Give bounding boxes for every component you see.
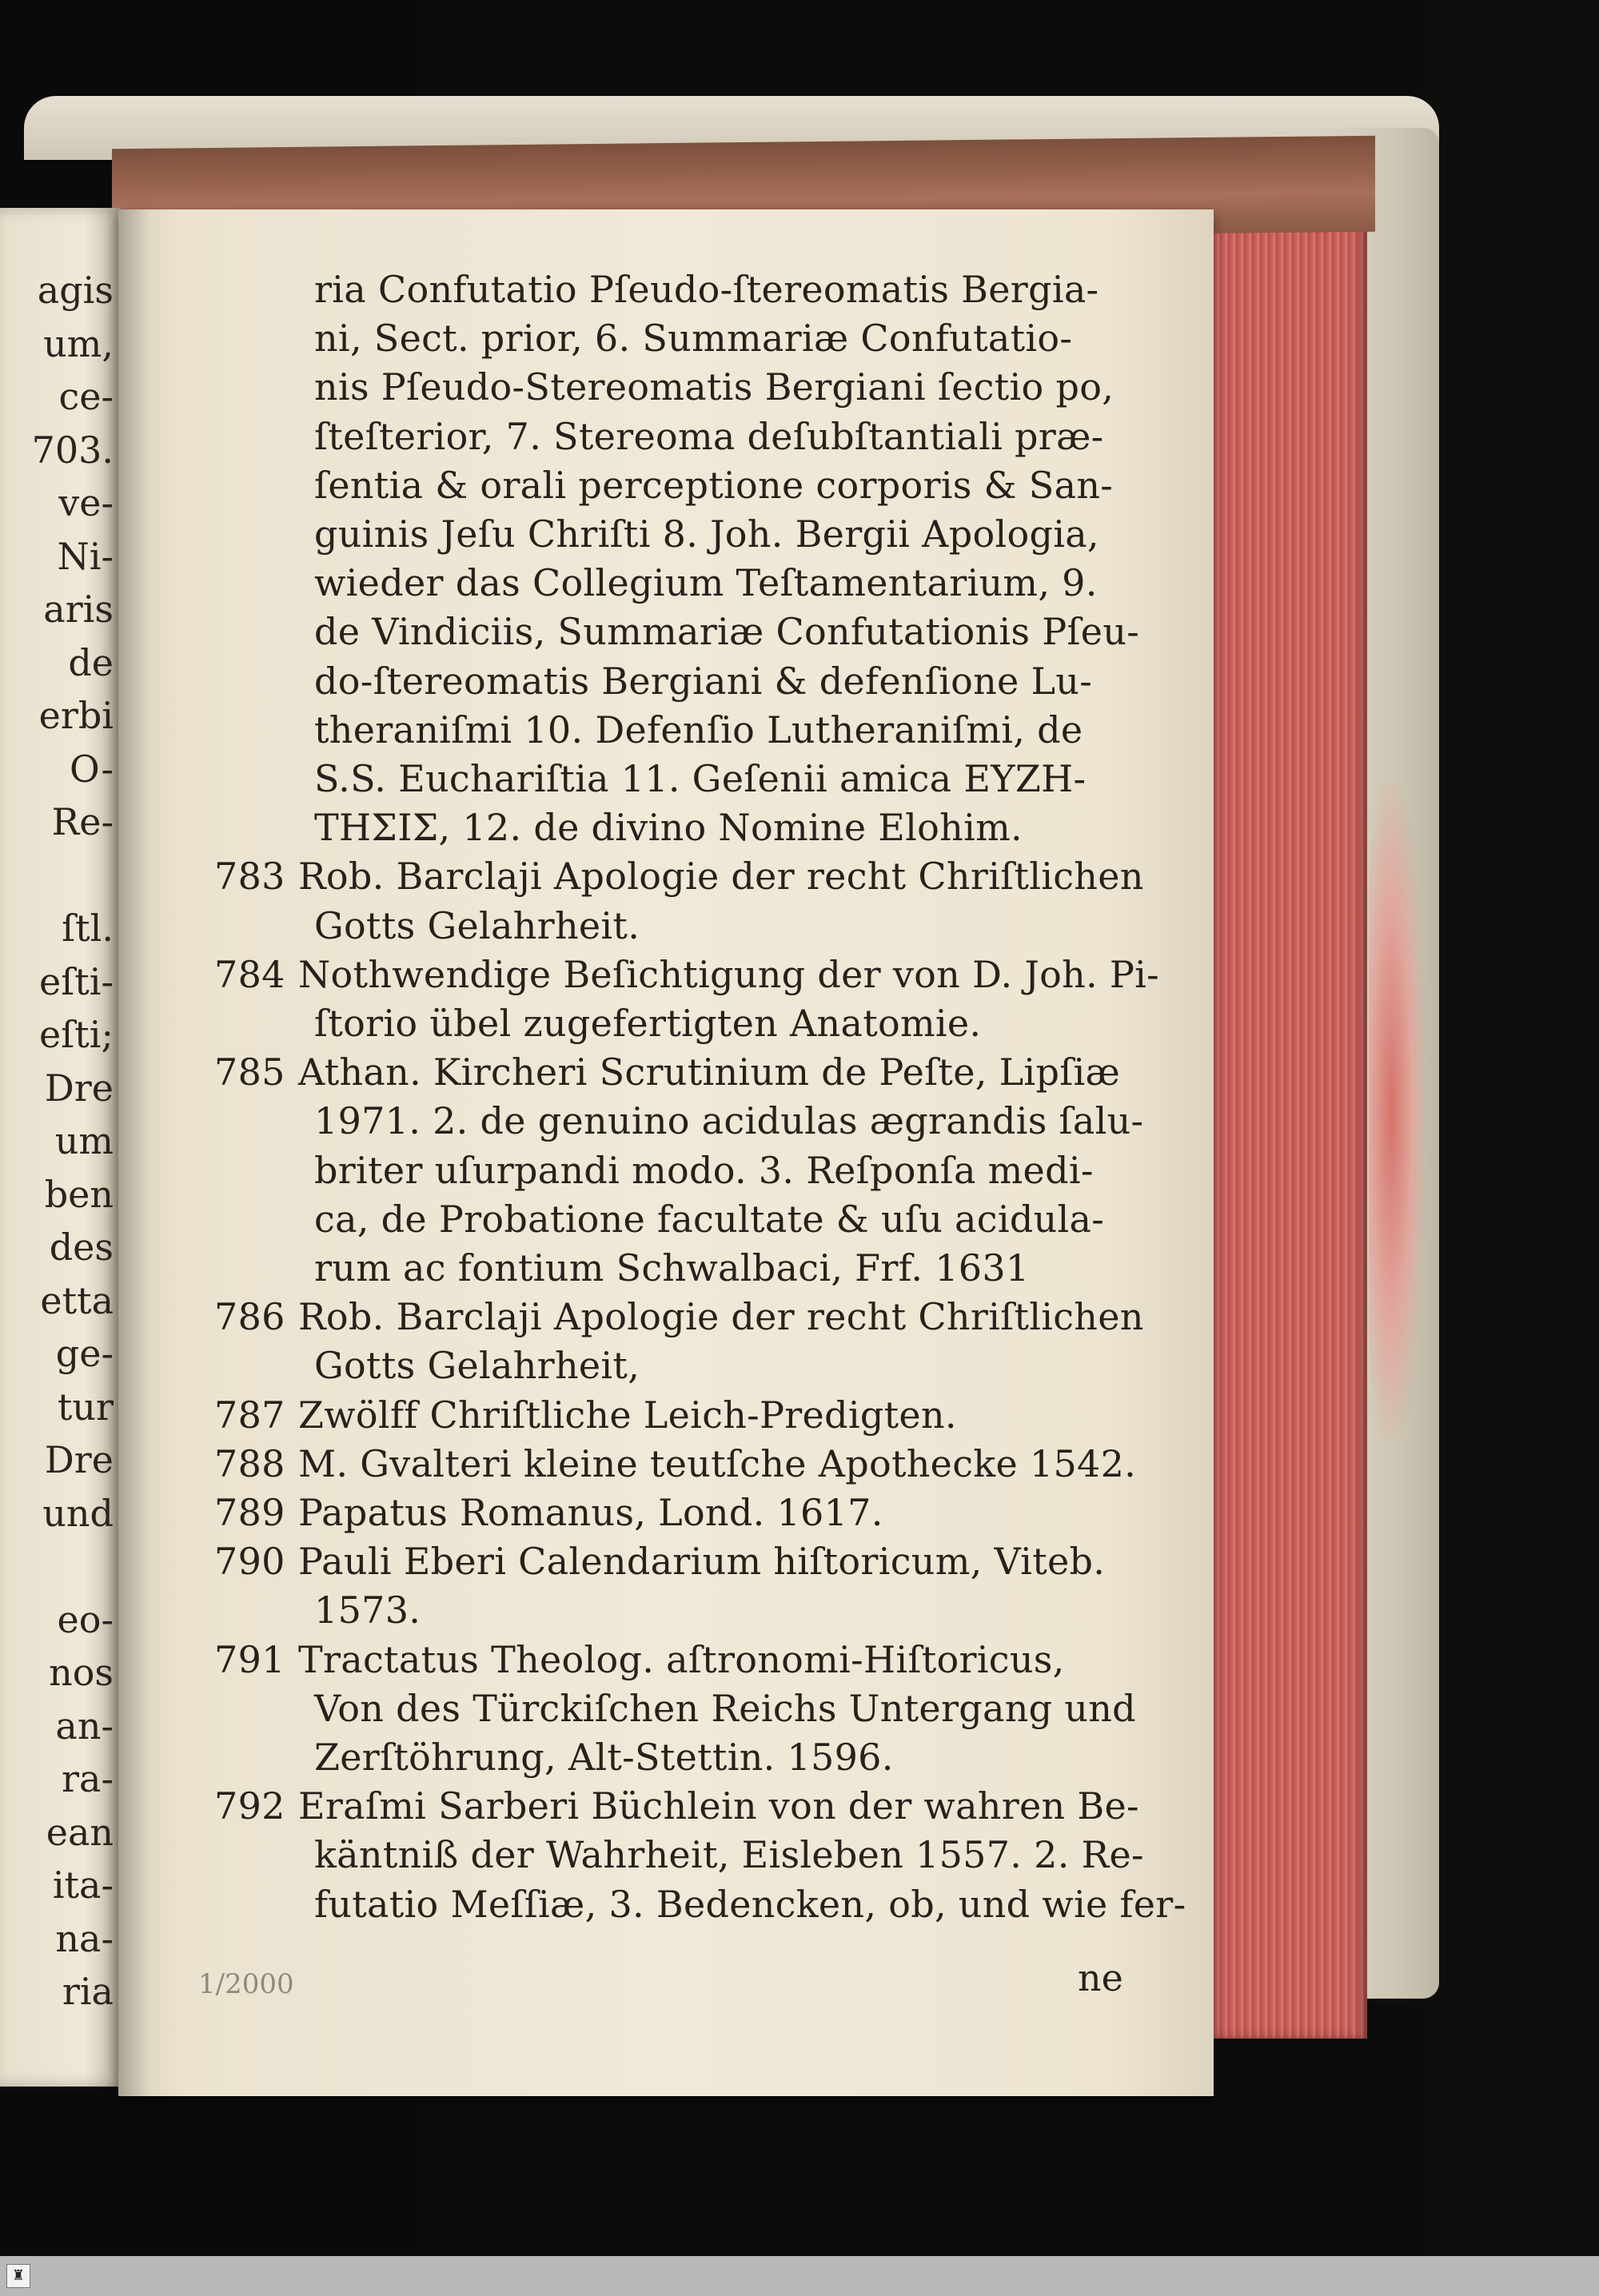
entry-text: Zerſtöhrung, Alt-Stettin. 1596. (314, 1736, 894, 1779)
entry-number: 786 (214, 1295, 285, 1339)
gutter-shadow (118, 209, 150, 2096)
entry-text: Athan. Kircheri Scrutinium de Peſte, Lipſiæ (298, 1050, 1121, 1094)
left-page-fragment (2, 1540, 114, 1593)
entry-text: Gotts Gelahrheit, (314, 1344, 640, 1388)
entry-number: 788 (214, 1441, 285, 1485)
entry-text: briter uſurpandi modo. 3. Reſponſa medi- (314, 1148, 1094, 1192)
library-logo-icon[interactable]: ♜ (6, 2264, 30, 2288)
left-page-fragment: agis (37, 269, 114, 312)
left-page-fragment: erbi (38, 694, 114, 737)
entry-text: 1971. 2. de genuino acidulas ægrandis ſalu- (314, 1099, 1144, 1143)
left-page-fragment: ce- (58, 375, 114, 418)
bleed-through-text: 1/2000 (198, 1968, 294, 2000)
left-page-fragment: ve- (58, 481, 114, 524)
left-page-fragment: ra- (62, 1757, 114, 1800)
entry-text: de Vindiciis, Summariæ Confutationis Pſeu- (314, 610, 1140, 654)
left-page-fragment: eſti- (39, 959, 114, 1003)
left-page (0, 208, 120, 2087)
left-page-fragment: um (54, 1119, 114, 1162)
left-page-fragment: ita- (52, 1864, 114, 1907)
entry-text: rum ac fontium Schwalbaci, Frf. 1631 (314, 1246, 1030, 1290)
left-page-fragment: 703. (31, 428, 114, 472)
red-stamp-mark (1369, 783, 1425, 1439)
entry-text: Eraſmi Sarberi Büchlein von der wahren Be- (298, 1784, 1139, 1828)
left-page-fragment: ben (44, 1172, 114, 1216)
entry-text: Rob. Barclaji Apologie der recht Chriſtlichen (298, 1295, 1144, 1339)
left-page-fragment: des (49, 1226, 114, 1269)
entry-text: ni, Sect. prior, 6. Summariæ Confutatio- (314, 317, 1073, 361)
left-page-fragment: Dre (44, 1438, 114, 1481)
entry-text: theraniſmi 10. Defenſio Lutheraniſmi, de (314, 708, 1083, 751)
left-page-fragment: de (68, 640, 114, 684)
left-page-fragment: aris (43, 588, 114, 631)
entry-number: 790 (214, 1540, 285, 1584)
left-page-fragment: ge- (55, 1332, 114, 1375)
red-page-edges (1207, 168, 1367, 2039)
entry-number: 789 (214, 1491, 285, 1534)
left-page-fragment: tur (57, 1385, 114, 1429)
entry-text: ſteſterior, 7. Stereoma deſubſtantiali præ- (314, 414, 1104, 458)
entry-text: Zwölff Chriſtliche Leich-Predigten. (298, 1393, 957, 1437)
left-page-fragment: um, (43, 321, 114, 365)
entry-text: Papatus Romanus, Lond. 1617. (298, 1491, 883, 1534)
entry-number: 785 (214, 1050, 285, 1094)
main-page (118, 209, 1214, 2096)
entry-text: Rob. Barclaji Apologie der recht Chriſtlichen (298, 855, 1144, 899)
left-page-fragment (2, 849, 114, 903)
left-page-fragment: Re- (51, 800, 114, 843)
entry-text: guinis Jeſu Chriſti 8. Joh. Bergii Apologia, (314, 512, 1099, 556)
left-page-fragment: ria (62, 1970, 114, 2013)
viewer-bottom-bar (0, 2256, 1599, 2296)
entry-number: 783 (214, 855, 285, 899)
left-page-fragment: und (42, 1491, 114, 1535)
entry-text: käntniß der Wahrheit, Eisleben 1557. 2. Re- (314, 1833, 1144, 1877)
entry-text: 1573. (314, 1588, 421, 1632)
entry-text: M. Gvalteri kleine teutſche Apothecke 1542. (298, 1441, 1137, 1485)
left-page-fragment: na- (55, 1916, 114, 1960)
entry-text: Von des Türckiſchen Reichs Untergang und (314, 1686, 1136, 1730)
dark-background-right (1423, 0, 1599, 2254)
left-page-fragment: etta (40, 1278, 114, 1322)
entry-text: ſentia & orali perceptione corporis & San- (314, 463, 1114, 507)
left-page-fragment: ean (46, 1810, 114, 1854)
entry-text: Pauli Eberi Calendarium hiſtoricum, Viteb. (298, 1540, 1106, 1584)
entry-text: Tractatus Theolog. aſtronomi-Hiſtoricus, (298, 1637, 1065, 1681)
catchword: ne (1078, 1956, 1123, 1999)
left-page-fragment: O- (70, 747, 114, 791)
left-page-fragment: Ni- (57, 534, 114, 578)
entry-text: ria Confutatio Pſeudo-ſtereomatis Bergia- (314, 268, 1099, 311)
left-page-fragment: nos (49, 1651, 114, 1694)
entry-text: wieder das Collegium Teſtamentarium, 9. (314, 561, 1098, 605)
left-page-fragment: eo- (57, 1597, 114, 1641)
entry-text: S.S. Euchariſtia 11. Geſenii amica ΕΥΖΗ- (314, 757, 1087, 800)
entry-text: ſtorio übel zugefertigten Anatomie. (314, 1002, 982, 1045)
left-page-fragment: ſtl. (62, 907, 114, 950)
entry-text: futatio Meſſiæ, 3. Bedencken, ob, und wie fer- (314, 1882, 1186, 1926)
entry-text: ΤΗΣΙΣ, 12. de divino Nomine Elohim. (314, 806, 1023, 850)
entry-text: nis Pſeudo-Stereomatis Bergiani ſectio po, (314, 365, 1115, 409)
entry-text: ca, de Probatione facultate & uſu acidula- (314, 1197, 1105, 1241)
entry-text: Gotts Gelahrheit. (314, 903, 640, 947)
entry-number: 791 (214, 1637, 285, 1681)
entry-number: 792 (214, 1784, 285, 1828)
left-page-fragments (2, 264, 114, 2019)
entry-number: 784 (214, 952, 285, 996)
left-page-fragment: an- (55, 1704, 114, 1748)
entry-text: Nothwendige Beſichtigung der von D. Joh. Pi- (298, 952, 1159, 996)
entry-number: 787 (214, 1393, 285, 1437)
left-page-fragment: Dre (44, 1066, 114, 1110)
entry-text: do-ſtereomatis Bergiani & defenſione Lu- (314, 659, 1093, 703)
left-page-fragment: eſti; (39, 1013, 114, 1056)
